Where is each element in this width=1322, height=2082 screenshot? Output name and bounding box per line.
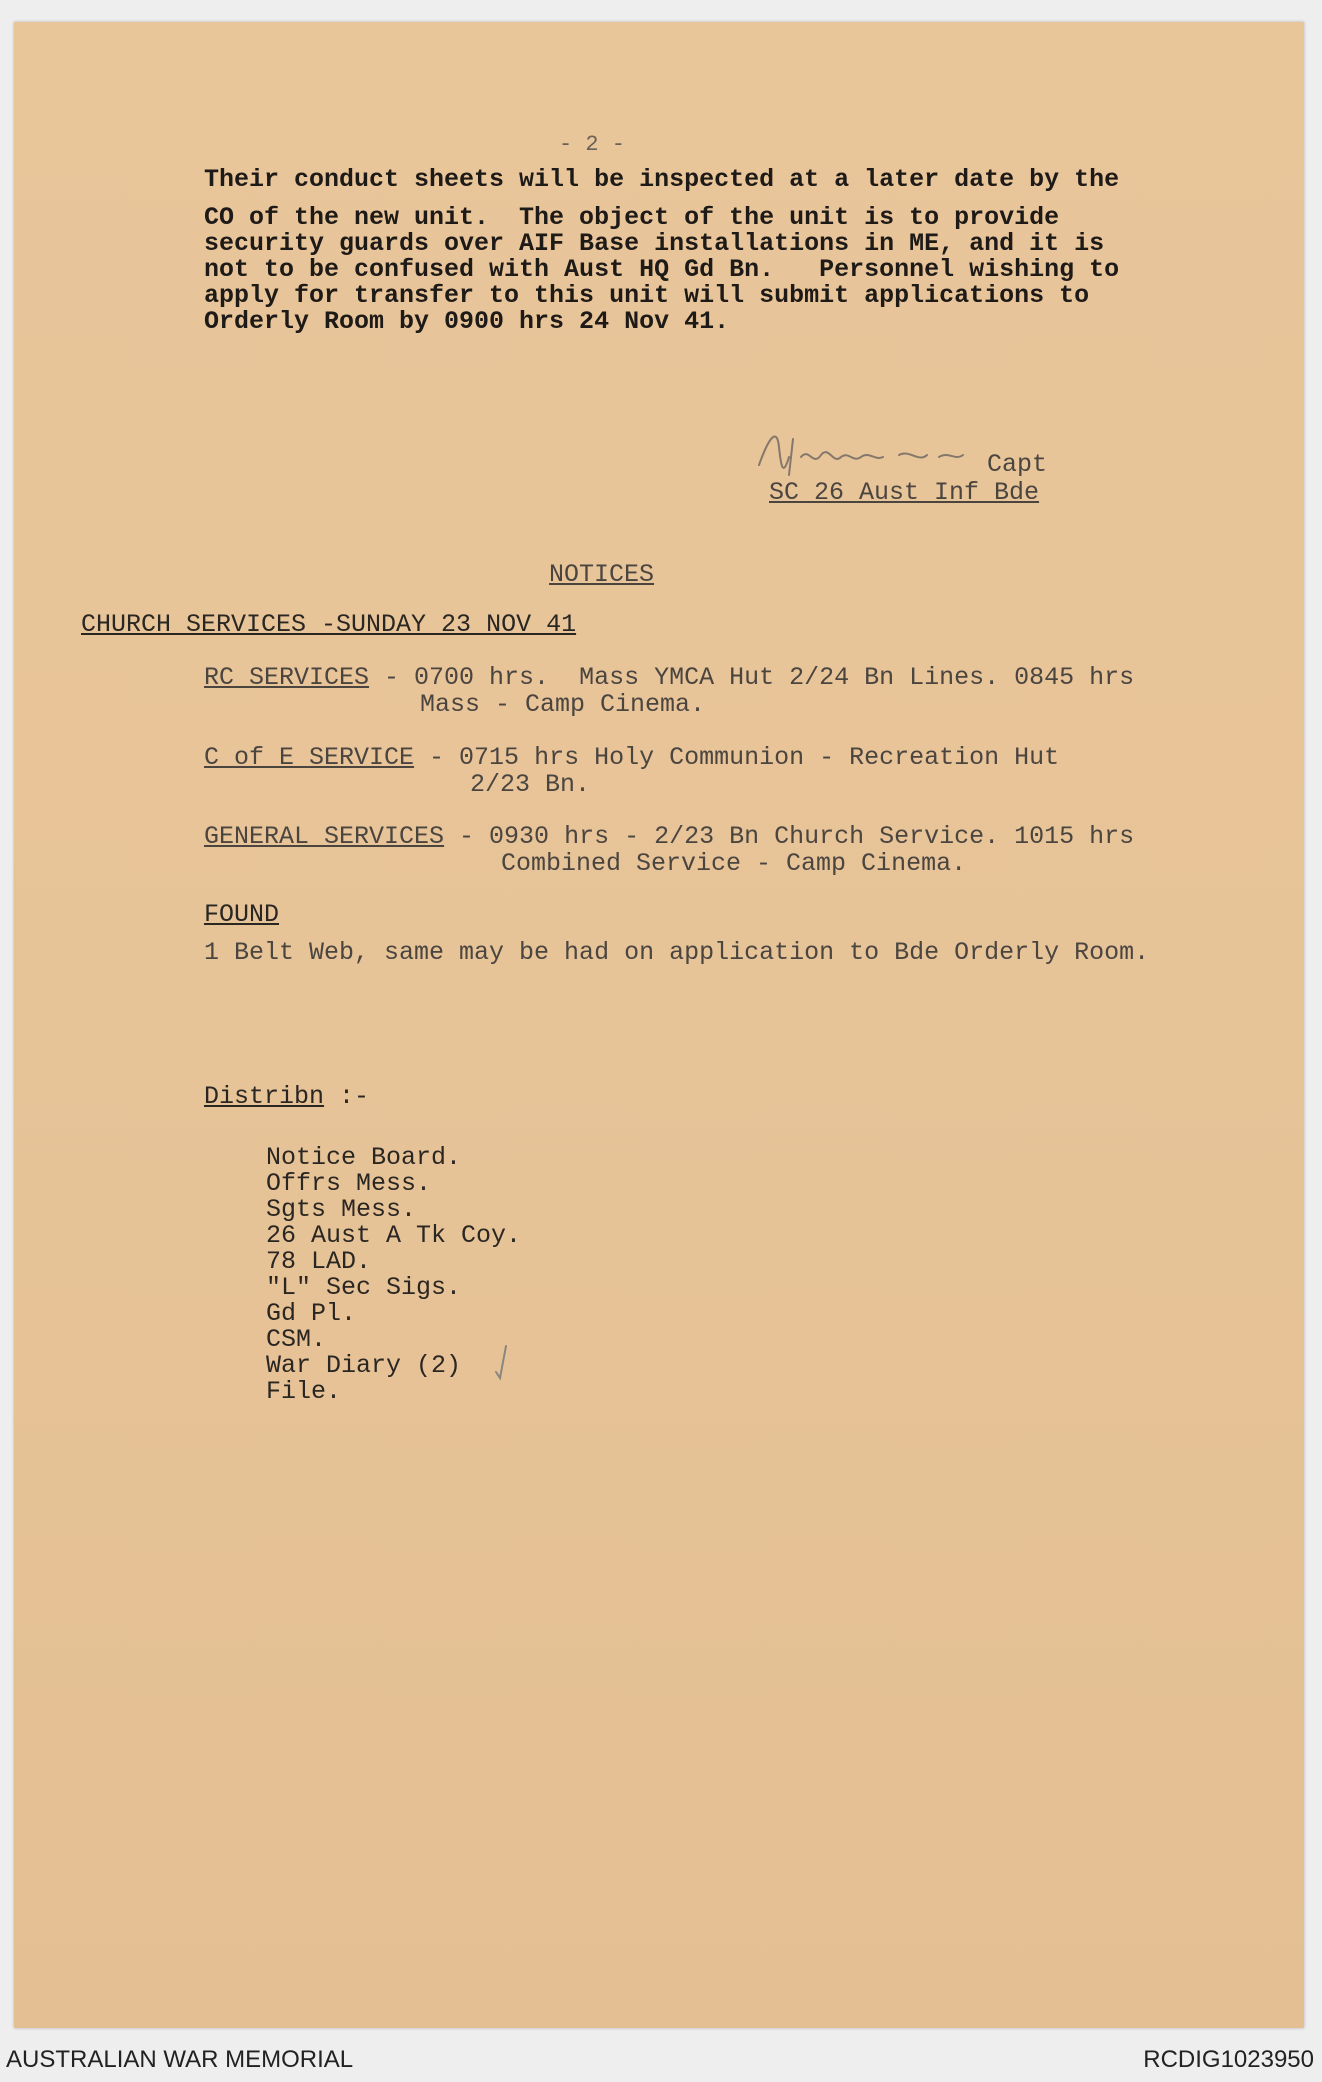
intro-line-2: CO of the new unit. The object of the unit is to provide [204,203,1060,232]
service-cofe [204,745,1059,771]
distribution-heading-label: Distribn [204,1082,325,1111]
service-cofe-line2: 2/23 Bn. [470,770,591,799]
service-text: - 0930 hrs - 2/23 Bn Church Service. 1015 hrs [444,822,1135,851]
tick-mark-icon [492,1342,512,1382]
intro-line-1: Their conduct sheets will be inspected at a later date by the [204,165,1120,194]
notices-heading: NOTICES [549,560,655,589]
footer-record-id: RCDIG1023950 [1143,2046,1314,2073]
intro-line-3: security guards over AIF Base installations in ME, and it is [204,229,1105,258]
service-rc [204,665,1134,691]
distribution-item: 78 LAD. [266,1247,372,1276]
service-label: RC SERVICES [204,663,370,692]
distribution-item: Offrs Mess. [266,1169,432,1198]
distribution-item: Sgts Mess. [266,1195,417,1224]
service-label: C of E SERVICE [204,743,415,772]
distribution-item: File. [266,1377,342,1406]
signature-rank: Capt [987,450,1048,479]
church-services-heading: CHURCH SERVICES -SUNDAY 23 NOV 41 [81,610,577,639]
service-text: - 0700 hrs. Mass YMCA Hut 2/24 Bn Lines. 0845 hrs [369,663,1135,692]
intro-line-5: apply for transfer to this unit will submit applications to [204,281,1090,310]
intro-line-6: Orderly Room by 0900 hrs 24 Nov 41. [204,307,730,336]
found-text: 1 Belt Web, same may be had on application to Bde Orderly Room. [204,938,1150,967]
service-label: GENERAL SERVICES [204,822,445,851]
service-general [204,824,1134,850]
page-number: - 2 - [559,132,626,157]
found-heading: FOUND [204,900,280,929]
service-text: - 0715 hrs Holy Communion - Recreation Hut [414,743,1060,772]
distribution-item: War Diary (2) [266,1351,462,1380]
service-general-line2: Combined Service - Camp Cinema. [501,849,967,878]
distribution-item: "L" Sec Sigs. [266,1273,462,1302]
document-page [14,22,1304,2028]
intro-line-4: not to be confused with Aust HQ Gd Bn. Personnel wishing to [204,255,1120,284]
distribution-item: Notice Board. [266,1143,462,1172]
distribution-item: 26 Aust A Tk Coy. [266,1221,522,1250]
distribution-heading [204,1084,369,1110]
distribution-item: Gd Pl. [266,1299,357,1328]
distribution-item: CSM. [266,1325,327,1354]
footer-institution: AUSTRALIAN WAR MEMORIAL [6,2046,354,2073]
signature-appointment: SC 26 Aust Inf Bde [769,478,1040,507]
service-rc-line2: Mass - Camp Cinema. [420,690,706,719]
distribution-heading-suffix: :- [324,1082,370,1111]
